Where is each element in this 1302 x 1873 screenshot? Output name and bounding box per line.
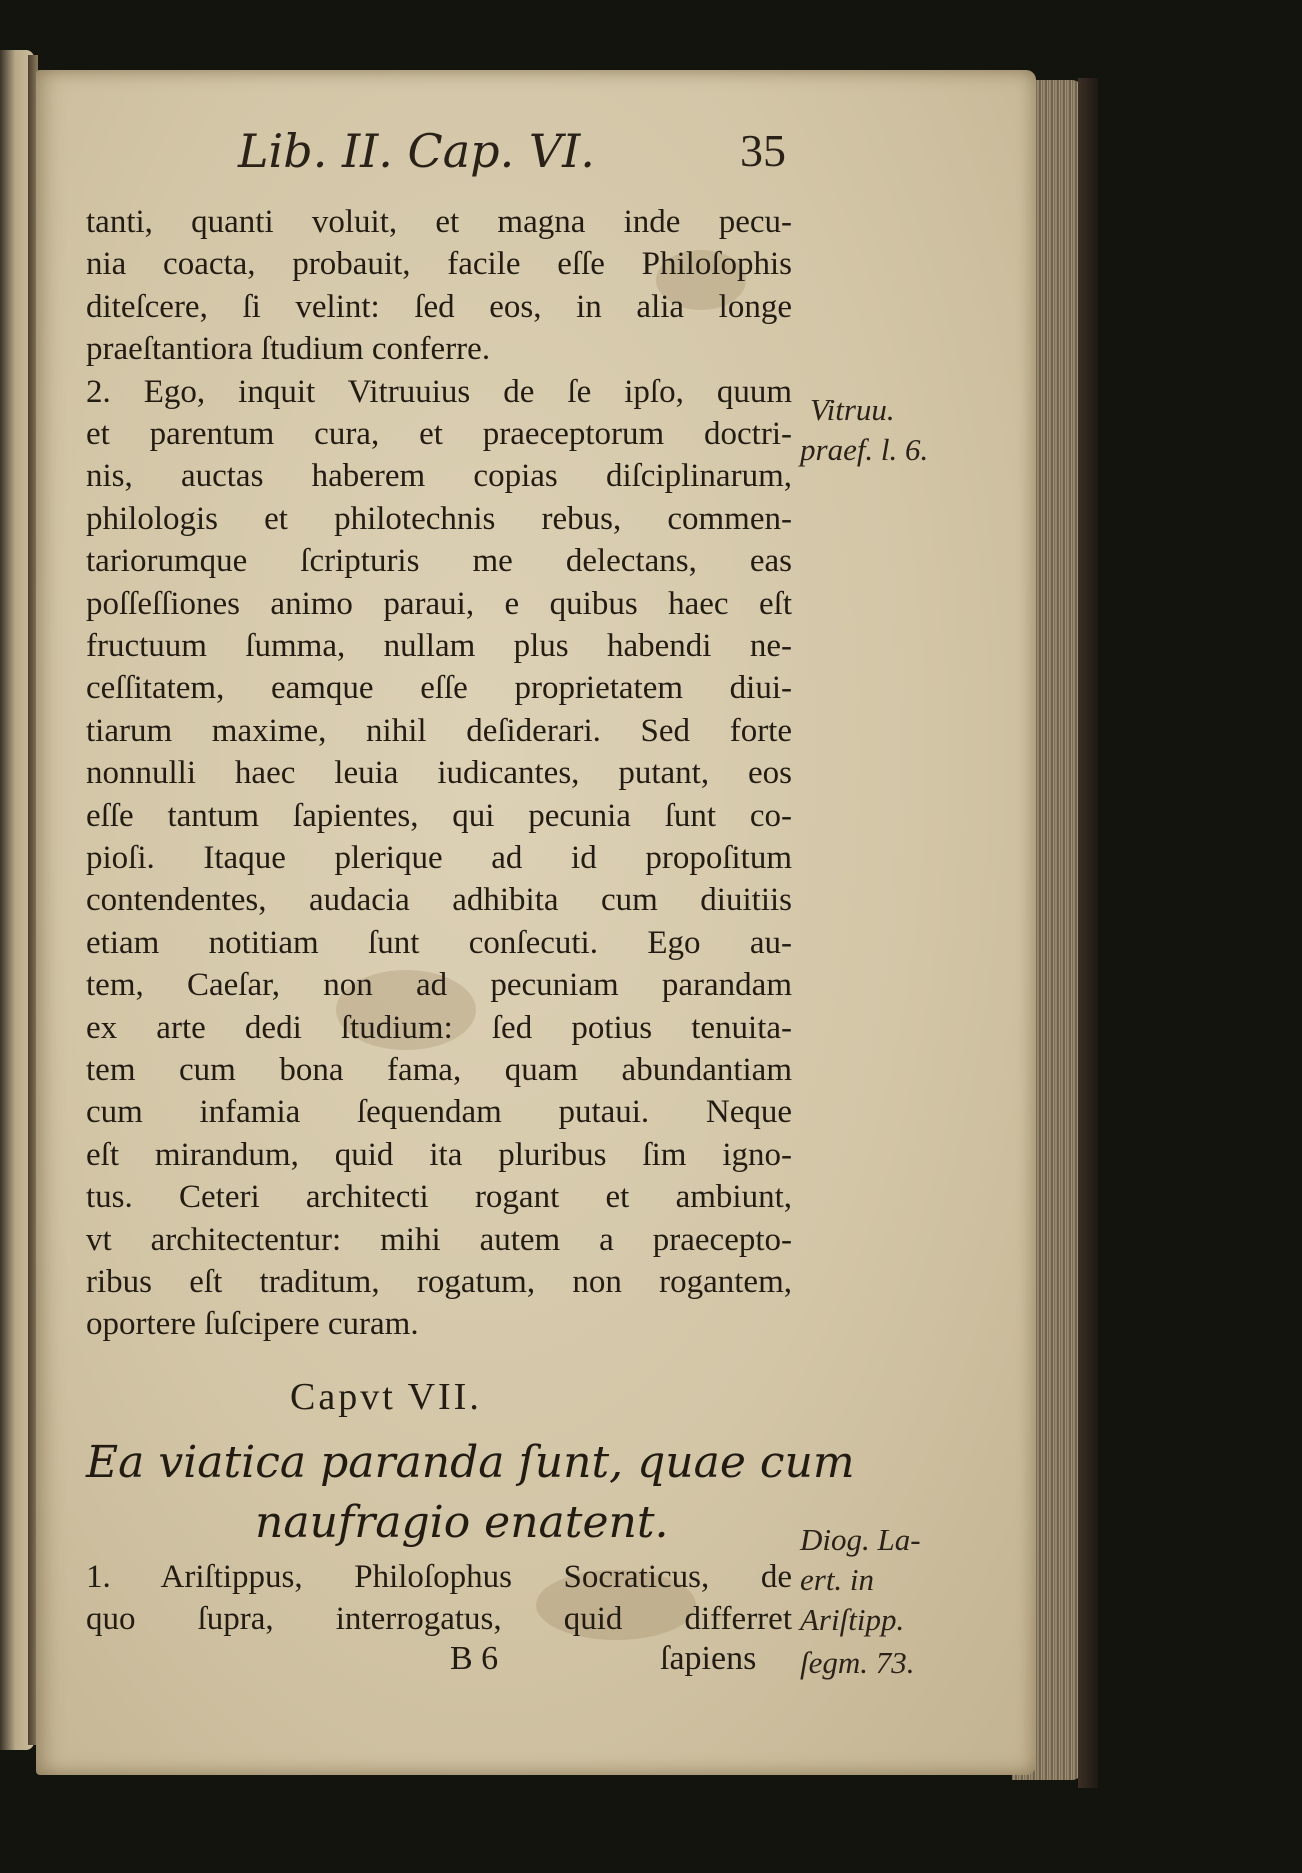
- body-text-line: tanti, quanti voluit, et magna inde pecu-: [86, 204, 792, 240]
- book-cover-edge: [1078, 78, 1098, 1788]
- body-text-line: eſſe tantum ſapientes, qui pecunia ſunt co-: [86, 797, 792, 834]
- body-text-line: ceſſitatem, eamque eſſe proprietatem diui-: [86, 670, 792, 707]
- chapter-title-line: Ea viatica paranda ſunt, quae cum: [86, 1437, 855, 1488]
- body-text-line: nis, auctas haberem copias diſciplinarum,: [86, 458, 792, 495]
- body-text-line: tiarum maxime, nihil deſiderari. Sed forte: [86, 712, 792, 749]
- body-text-line: philologis et philotechnis rebus, commen-: [86, 500, 792, 537]
- body-text-line: contendentes, audacia adhibita cum diuitiis: [86, 882, 792, 919]
- body-text-line: vt architectentur: mihi autem a praecepto-: [86, 1221, 792, 1258]
- page-number: 35: [740, 125, 786, 176]
- chapter-heading: Capvt VII.: [290, 1376, 482, 1418]
- body-text-line: oportere ſuſcipere curam.: [86, 1306, 419, 1343]
- body-text-line: fructuum ſumma, nullam plus habendi ne-: [86, 628, 792, 664]
- body-text-line: nia coacta, probauit, facile eſſe Philoſophis: [86, 246, 792, 283]
- body-text-line: cum infamia ſequendam putaui. Neque: [86, 1094, 792, 1131]
- margin-note-line: Vitruu.: [810, 392, 895, 427]
- body-text-line: pioſi. Itaque plerique ad id propoſitum: [86, 840, 792, 876]
- margin-note-line: Diog. La-: [800, 1522, 921, 1557]
- body-text-line: diteſcere, ſi velint: ſed eos, in alia longe: [86, 288, 792, 325]
- body-text-line: eſt mirandum, quid ita pluribus ſim igno-: [86, 1136, 792, 1173]
- running-head: Lib. II. Cap. VI.: [238, 124, 595, 178]
- body-text-line: praeſtantiora ſtudium conferre.: [86, 331, 491, 368]
- body-text-line: 2. Ego, inquit Vitruuius de ſe ipſo, quum: [86, 373, 792, 410]
- margin-note-line: Ariſtipp.: [800, 1602, 905, 1637]
- body-text-line: tus. Ceteri architecti rogant et ambiunt,: [86, 1179, 792, 1216]
- body-text-line: ex arte dedi ſtudium: ſed potius tenuita-: [86, 1009, 792, 1046]
- body-text-line: tem cum bona fama, quam abundantiam: [86, 1052, 792, 1088]
- body-text-line: tariorumque ſcripturis me delectans, eas: [86, 543, 792, 580]
- body-text-line: poſſeſſiones animo paraui, e quibus haec eſt: [86, 585, 792, 622]
- body-text-line: nonnulli haec leuia iudicantes, putant, eos: [86, 755, 792, 792]
- chapter-text-line: quo ſupra, interrogatus, quid differret: [86, 1601, 792, 1637]
- signature-mark: B 6: [450, 1640, 499, 1677]
- catchword: ſapiens: [660, 1640, 757, 1677]
- chapter-text-line: 1. Ariſtippus, Philoſophus Socraticus, de: [86, 1559, 792, 1595]
- margin-note-line: ſegm. 73.: [800, 1645, 915, 1680]
- margin-note-line: praef. l. 6.: [800, 432, 929, 467]
- margin-note-line: ert. in: [800, 1562, 875, 1597]
- body-text-line: et parentum cura, et praeceptorum doctri-: [86, 416, 792, 452]
- body-text-line: ribus eſt traditum, rogatum, non rogantem,: [86, 1264, 792, 1300]
- body-text-line: tem, Caeſar, non ad pecuniam parandam: [86, 967, 792, 1004]
- chapter-title-line: naufragio enatent.: [255, 1497, 669, 1548]
- body-text-line: etiam notitiam ſunt conſecuti. Ego au-: [86, 924, 792, 961]
